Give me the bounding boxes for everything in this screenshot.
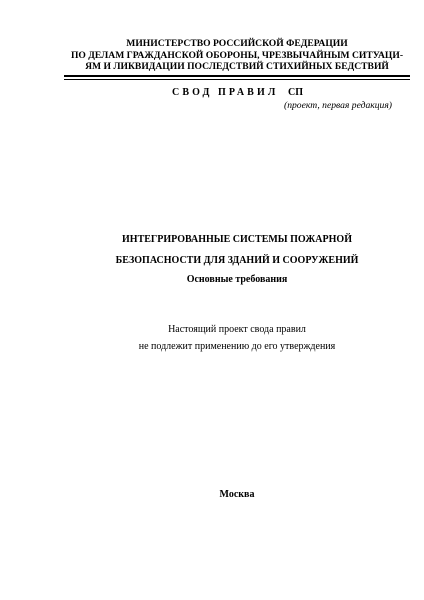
notice-line-2: не подлежит применению до его утверждения	[138, 341, 336, 352]
code-of-rules-code: СП	[288, 87, 303, 98]
draft-notice	[64, 321, 410, 355]
header-rule-thick	[64, 75, 410, 77]
ministry-line-3: ЯМ И ЛИКВИДАЦИИ ПОСЛЕДСТВИЙ СТИХИЙНЫХ БЕДСТВИЙ	[85, 61, 389, 72]
notice-line-1: Настоящий проект свода правил	[168, 324, 306, 335]
title-line-1: ИНТЕГРИРОВАННЫЕ СИСТЕМЫ ПОЖАРНОЙ	[122, 234, 352, 245]
draft-note: (проект, первая редакция)	[284, 100, 392, 111]
publication-city: Москва	[219, 489, 255, 500]
ministry-line-2: ПО ДЕЛАМ ГРАЖДАНСКОЙ ОБОРОНЫ, ЧРЕЗВЫЧАЙНЫМ СИТУАЦИ-	[70, 49, 404, 61]
title-line-2: БЕЗОПАСНОСТИ ДЛЯ ЗДАНИЙ И СООРУЖЕНИЙ	[115, 255, 359, 266]
code-of-rules-label: СВОД ПРАВИЛ	[172, 87, 279, 98]
ministry-header	[64, 38, 410, 73]
header-rule-thin	[64, 79, 410, 80]
code-of-rules-label-row	[172, 87, 278, 99]
document-title	[64, 229, 410, 289]
document-subtitle: Основные требования	[186, 274, 288, 285]
ministry-line-1: МИНИСТЕРСТВО РОССИЙСКОЙ ФЕДЕРАЦИИ	[126, 38, 348, 49]
